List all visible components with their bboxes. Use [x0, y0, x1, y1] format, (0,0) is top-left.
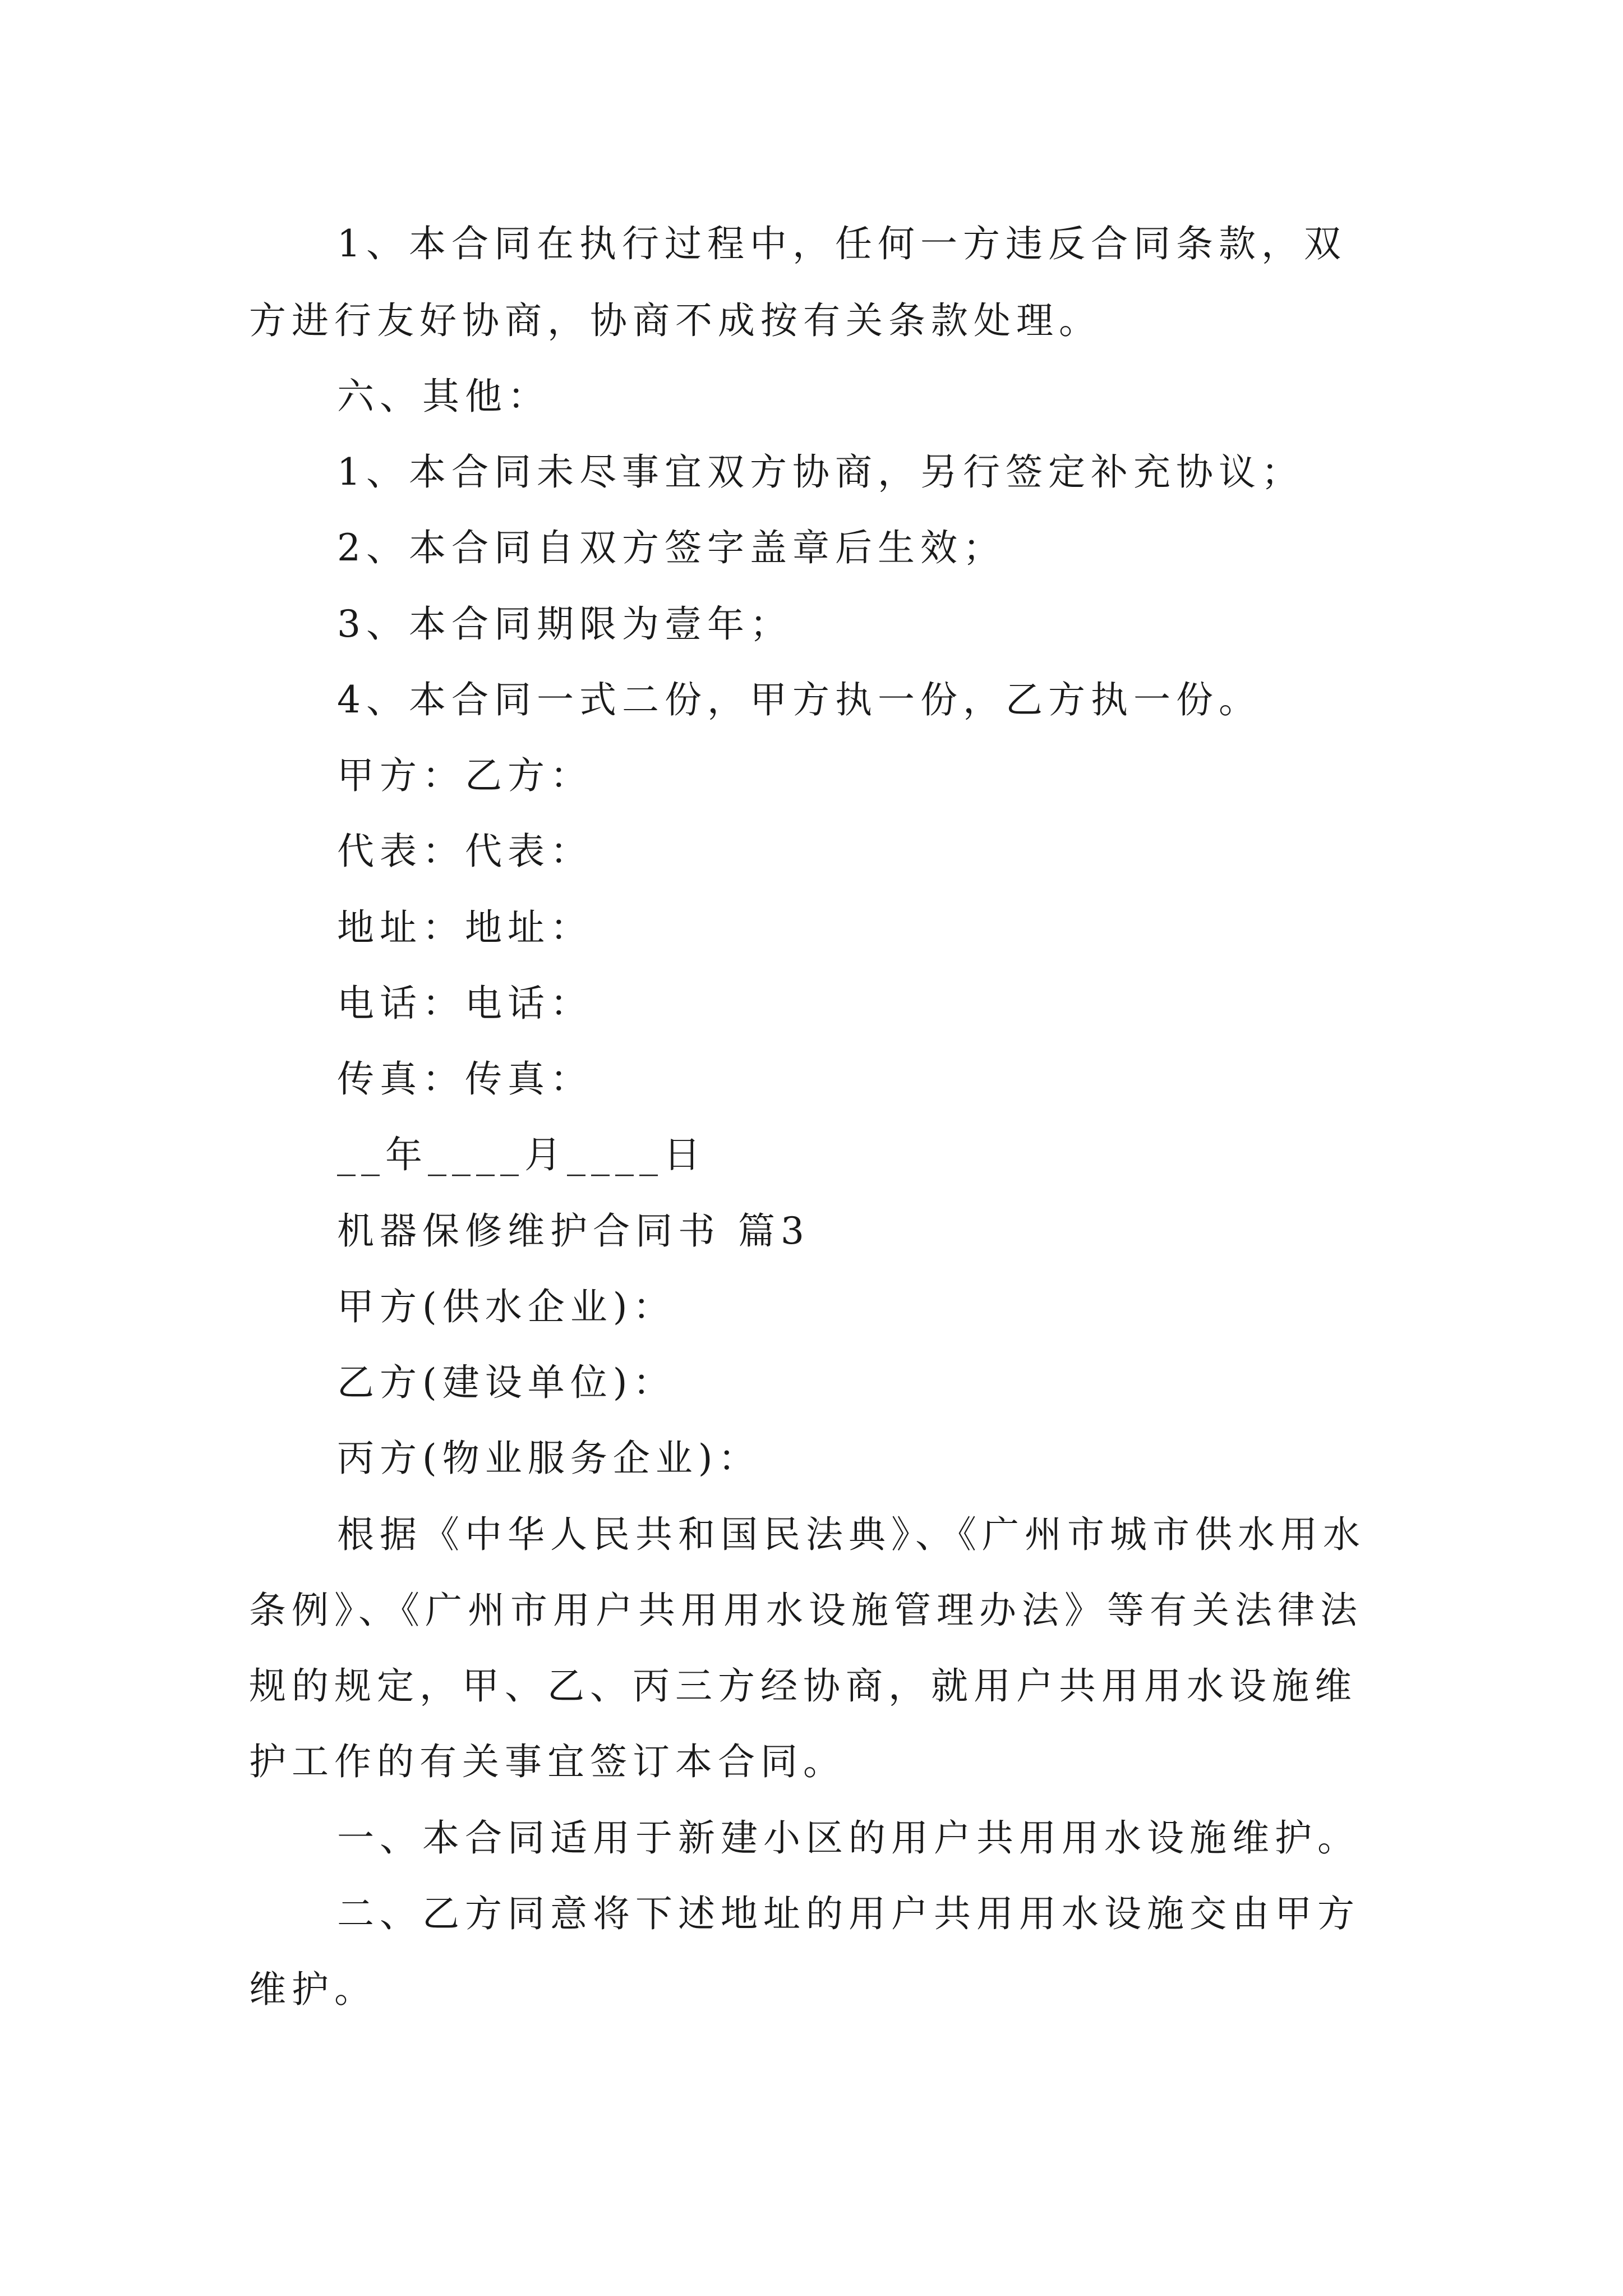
party-b-line: 乙方(建设单位)：	[337, 1361, 676, 1404]
clause-1-line-2: 方进行友好协商，协商不成按有关条款处理。	[249, 299, 1101, 342]
fax-line: 传真：传真：	[337, 1057, 593, 1101]
article-1-line: 一、本合同适用于新建小区的用户共用用水设施维护。	[337, 1816, 1360, 1860]
party-c-line: 丙方(物业服务企业)：	[337, 1437, 761, 1480]
other-item-4: 4、本合同一式二份，甲方执一份，乙方执一份。	[337, 678, 1261, 721]
other-item-3: 3、本合同期限为壹年；	[337, 602, 792, 646]
other-item-1: 1、本合同未尽事宜双方协商，另行签定补充协议；	[337, 450, 1304, 494]
phone-line: 电话：电话：	[337, 982, 593, 1025]
preamble-line-3: 规的规定，甲、乙、丙三方经协商，就用户共用用水设施维	[249, 1664, 1357, 1708]
section-six-heading: 六、其他：	[337, 375, 550, 418]
representative-line: 代表：代表：	[337, 830, 593, 873]
article-2-line-2: 维护。	[249, 1968, 377, 2011]
party-a-line: 甲方(供水企业)：	[337, 1285, 676, 1328]
preamble-line-4: 护工作的有关事宜签订本合同。	[249, 1740, 846, 1783]
preamble-line-2: 条例》、《广州市用户共用用水设施管理办法》等有关法律法	[249, 1589, 1363, 1632]
address-line: 地址：地址：	[337, 906, 593, 949]
party-line: 甲方：乙方：	[337, 754, 593, 797]
article-2-line-1: 二、乙方同意将下述地址的用户共用用水设施交由甲方	[337, 1892, 1360, 1935]
clause-1-line-1: 1、本合同在执行过程中，任何一方违反合同条款，双	[337, 222, 1347, 265]
date-line: __年____月____日	[337, 1133, 706, 1176]
other-item-2: 2、本合同自双方签字盖章后生效；	[337, 526, 1006, 569]
preamble-line-1: 根据《中华人民共和国民法典》、《广州市城市供水用水	[337, 1513, 1366, 1556]
section-title: 机器保修维护合同书 篇3	[337, 1209, 810, 1253]
